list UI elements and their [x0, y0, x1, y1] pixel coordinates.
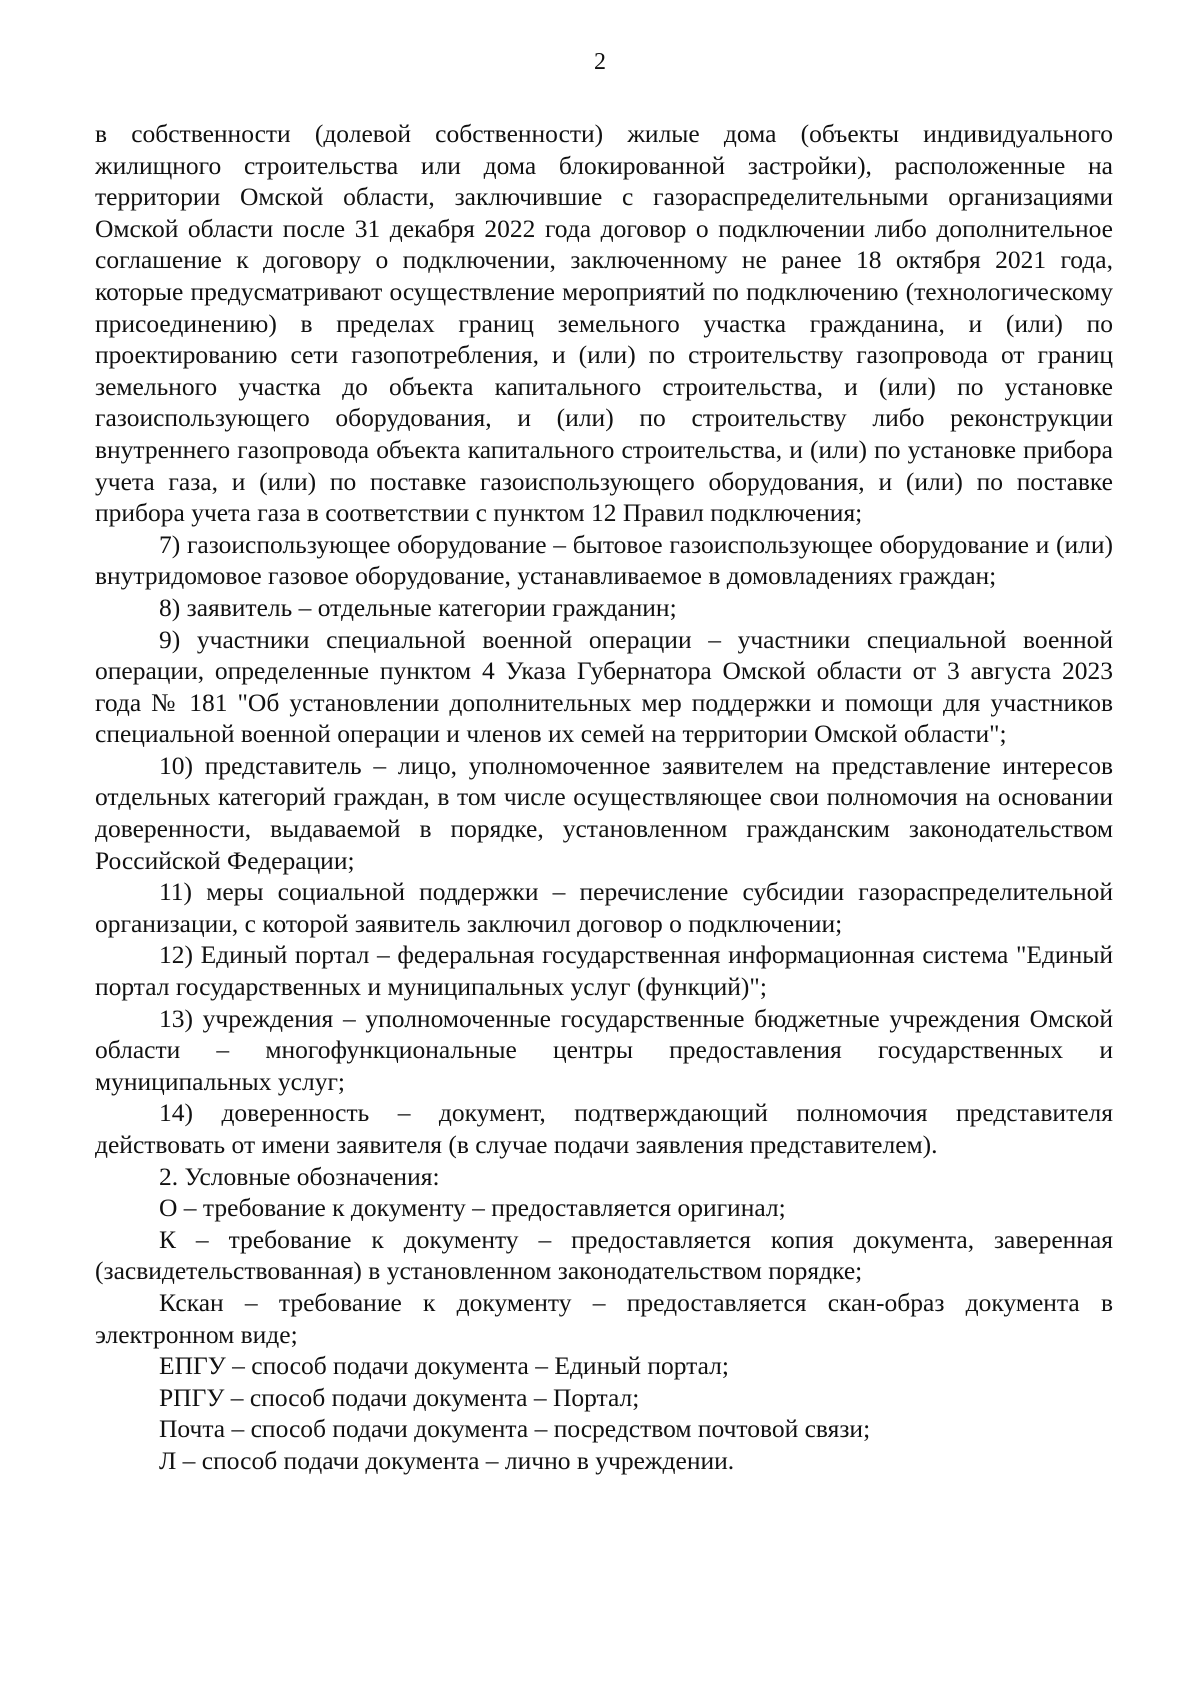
legend-item-o: О – требование к документу – предоставляется оригинал;: [159, 1193, 786, 1223]
definition-10: 10) представитель – лицо, уполномоченное заявителем на представление интересов отдельных категорий граждан, в том числе осуществляющее свои полномочия на основании доверенности, выдаваемой в порядке, установленном гражданским законодательством Российской Федерации;: [95, 750, 1113, 875]
definition-13: 13) учреждения – уполномоченные государственные бюджетные учреждения Омской области – многофункциональные центры предоставления государственных и муниципальных услуг;: [95, 1003, 1113, 1096]
definition-8: 8) заявитель – отдельные категории гражданин;: [159, 592, 677, 622]
definition-14: 14) доверенность – документ, подтверждающий полномочия представителя действовать от имени заявителя (в случае подачи заявления представителем).: [95, 1098, 1113, 1159]
legend-item-rpgu: РПГУ – способ подачи документа – Портал;: [159, 1382, 640, 1412]
definition-7: 7) газоиспользующее оборудование – бытовое газоиспользующее оборудование и (или) внутридомовое газовое оборудование, устанавливаемое в домовладениях граждан;: [95, 529, 1113, 591]
legend-item-pochta: Почта – способ подачи документа – посредством почтовой связи;: [159, 1414, 871, 1444]
definition-9: 9) участники специальной военной операции – участники специальной военной операции, определенные пунктом 4 Указа Губернатора Омской области от 3 августа 2023 года № 181 "Об установлении дополнительных мер поддержки и помощи для участников специальной военной операции и членов их семей на территории Омской области";: [95, 624, 1113, 749]
paragraph-continuation: в собственности (долевой собственности) жилые дома (объекты индивидуального жилищного строительства или дома блокированной застройки), расположенные на территории Омской области, заключившие с газораспределительными организациями Омской области после 31 декабря 2022 года договор о подключении либо дополнительное соглашение к договору о подключении, заключенному не ранее 18 октября 2021 года, которые предусматривают осуществление мероприятий по подключению (технологическому присоединению) в пределах границ земельного участка гражданина, и (или) по проектированию сети газопотребления, и (или) по строительству газопровода от границ земельного участка до объекта капитального строительства, и (или) по установке газоиспользующего оборудования, и (или) по строительству либо реконструкции внутреннего газопровода объекта капитального строительства, и (или) по установке прибора учета газа, и (или) по поставке газоиспользующего оборудования, и (или) по поставке прибора учета газа в соответствии с пунктом 12 Правил подключения;: [95, 119, 1113, 528]
legend-item-kskan: Кскан – требование к документу – предоставляется скан-образ документа в электронном виде;: [95, 1287, 1113, 1349]
legend-item-l: Л – способ подачи документа – лично в учреждении.: [159, 1445, 735, 1475]
legend-item-epgu: ЕПГУ – способ подачи документа – Единый портал;: [159, 1351, 729, 1381]
legend-item-k: К – требование к документу – предоставляется копия документа, заверенная (засвидетельствованная) в установленном законодательством порядке;: [95, 1224, 1113, 1286]
definition-12: 12) Единый портал – федеральная государственная информационная система "Единый портал государственных и муниципальных услуг (функций)";: [95, 940, 1113, 1002]
page-number: 2: [594, 49, 606, 75]
definition-11: 11) меры социальной поддержки – перечисление субсидии газораспределительной организации, с которой заявитель заключил договор о подключении;: [95, 877, 1113, 938]
section-heading-legend: 2. Условные обозначения:: [159, 1161, 440, 1191]
document-body: [95, 118, 1113, 1477]
